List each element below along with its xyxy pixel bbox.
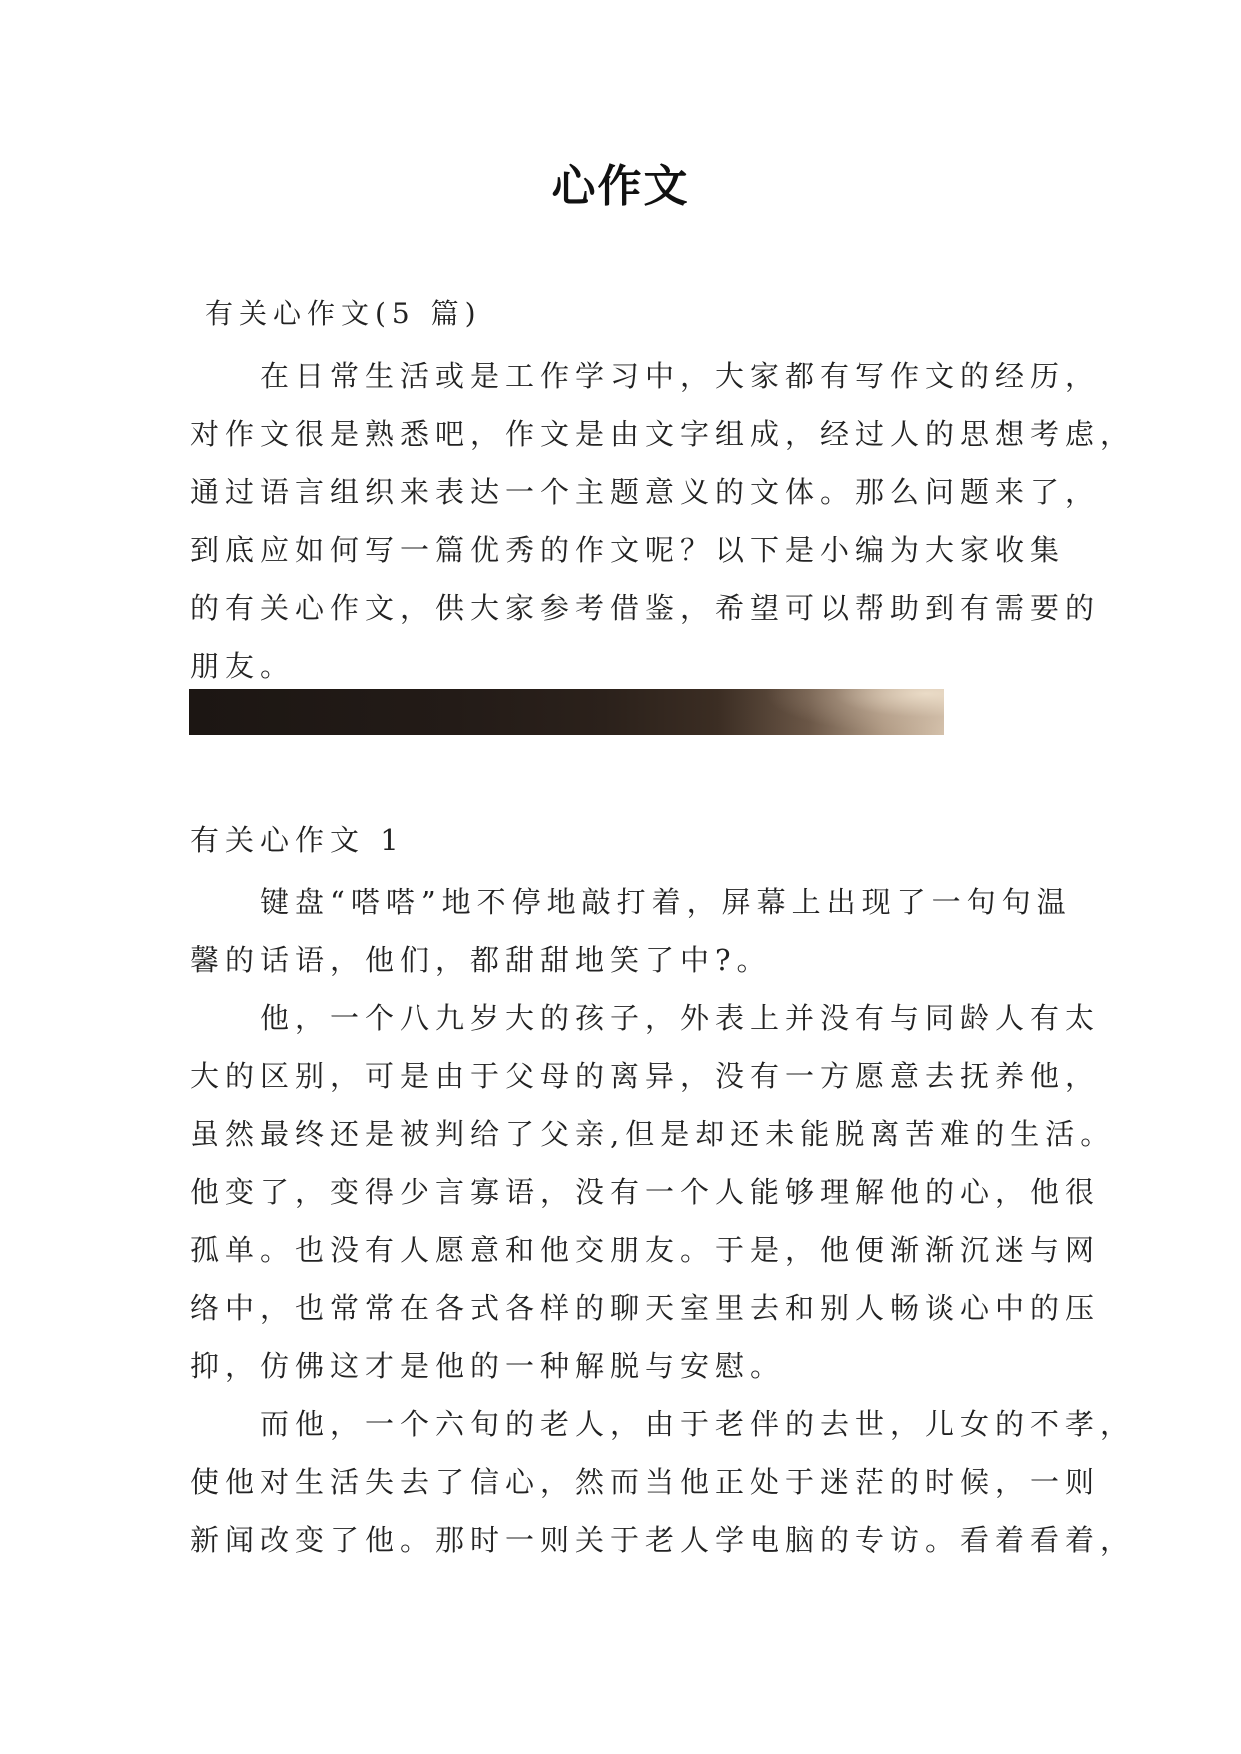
- intro-paragraph: [190, 347, 1136, 695]
- intro-line: 到底应如何写一篇优秀的作文呢？以下是小编为大家收集: [190, 533, 1066, 567]
- paragraph-line: 虽然最终还是被判给了父亲,但是却还未能脱离苦难的生活。: [190, 1117, 1116, 1151]
- paragraph-line: 大的区别，可是由于父母的离异，没有一方愿意去抚养他，: [190, 1059, 1101, 1093]
- paragraph-line: 抑，仿佛这才是他的一种解脱与安慰。: [190, 1349, 786, 1383]
- paragraph-line: 他，一个八九岁大的孩子，外表上并没有与同龄人有太: [260, 1001, 1101, 1035]
- paragraph-line: 新闻改变了他。那时一则关于老人学电脑的专访。看着看着，: [190, 1523, 1136, 1557]
- intro-line: 朋友。: [190, 649, 296, 683]
- paragraph-line: 而他，一个六旬的老人，由于老伴的去世，儿女的不孝，: [260, 1407, 1136, 1441]
- document-title: 心作文: [551, 161, 690, 212]
- document-subtitle: 有关心作文(5 篇): [205, 297, 482, 330]
- intro-line: 通过语言组织来表达一个主题意义的文体。那么问题来了，: [190, 475, 1101, 509]
- intro-line: 在日常生活或是工作学习中，大家都有写作文的经历，: [260, 359, 1101, 393]
- paragraph-line: 络中，也常常在各式各样的聊天室里去和别人畅谈心中的压: [190, 1291, 1101, 1325]
- paragraph-line: 他变了，变得少言寡语，没有一个人能够理解他的心，他很: [190, 1175, 1101, 1209]
- paragraph-line: 孤单。也没有人愿意和他交朋友。于是，他便渐渐沉迷与网: [190, 1233, 1101, 1267]
- intro-line: 对作文很是熟悉吧，作文是由文字组成，经过人的思想考虑，: [190, 417, 1136, 451]
- intro-line: 的有关心作文，供大家参考借鉴，希望可以帮助到有需要的: [190, 591, 1101, 625]
- paragraph-line: 使他对生活失去了信心，然而当他正处于迷茫的时候，一则: [190, 1465, 1101, 1499]
- paragraph-3: [190, 1395, 1136, 1569]
- paragraph-line: 键盘“嗒嗒”地不停地敲打着，屏幕上出现了一句句温: [260, 885, 1072, 919]
- paragraph-line: 馨的话语，他们，都甜甜地笑了中?。: [190, 943, 772, 977]
- paragraph-2: [190, 989, 1116, 1395]
- banner-image: [189, 689, 944, 735]
- section-heading: 有关心作文 1: [190, 823, 405, 857]
- paragraph-1: [190, 873, 1070, 989]
